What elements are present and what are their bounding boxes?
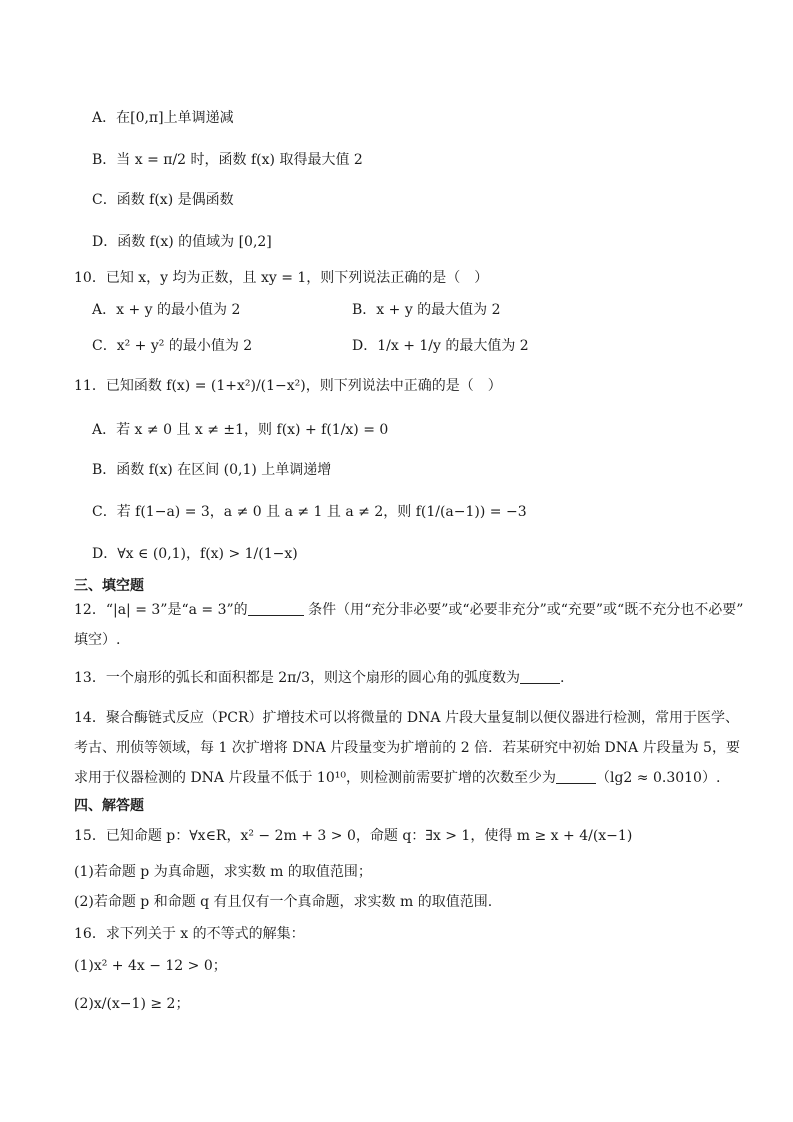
q11-option-b: B．函数 f(x) 在区间 (0,1) 上单调递增 bbox=[92, 462, 332, 478]
q15-stem: 15．已知命题 p：∀x∈R，x² − 2m + 3 > 0，命题 q：∃x > 1，使得 m ≥ x + 4/(x−1) bbox=[74, 828, 633, 844]
q11-option-c: C．若 f(1−a) = 3，a ≠ 0 且 a ≠ 1 且 a ≠ 2，则 f(1/(a−1)) = −3 bbox=[92, 504, 527, 520]
q12-line1 bbox=[74, 600, 743, 620]
q14-line1: 14．聚合酶链式反应（PCR）扩增技术可以将微量的 DNA 片段大量复制以便仪器进行检测，常用于医学、 bbox=[74, 710, 739, 726]
q10-option-b: B．x + y 的最大值为 2 bbox=[352, 302, 501, 318]
q16-part1: (1)x² + 4x − 12 > 0； bbox=[74, 958, 227, 974]
q15-part1: (1)若命题 p 为真命题，求实数 m 的取值范围； bbox=[74, 864, 372, 880]
q10-stem: 10．已知 x，y 均为正数，且 xy = 1，则下列说法正确的是（ ） bbox=[74, 270, 489, 286]
q9-option-c: C．函数 f(x) 是偶函数 bbox=[92, 192, 234, 208]
q15-part2: (2)若命题 p 和命题 q 有且仅有一个真命题，求实数 m 的取值范围. bbox=[74, 894, 493, 910]
q11-option-d: D．∀x ∈ (0,1)，f(x) > 1/(1−x) bbox=[92, 546, 298, 562]
q9-option-a: A．在[0,π]上单调递减 bbox=[92, 110, 234, 126]
q12-answer-blank bbox=[248, 601, 304, 616]
q14-line2: 考古、刑侦等领域，每 1 次扩增将 DNA 片段量变为扩增前的 2 倍．若某研究中初始 DNA 片段量为 5，要 bbox=[74, 740, 740, 756]
q12-line2: 填空）. bbox=[74, 632, 121, 648]
q12-text-a: 12．“|a| = 3”是“a = 3”的 bbox=[74, 602, 248, 618]
question-13 bbox=[74, 668, 564, 688]
q13-answer-blank bbox=[520, 669, 560, 684]
q10-option-a: A．x + y 的最小值为 2 bbox=[92, 302, 241, 318]
section-heading-solutions: 四、解答题 bbox=[74, 798, 144, 814]
q13-text-b: . bbox=[560, 670, 565, 686]
q10-option-d: D．1/x + 1/y 的最大值为 2 bbox=[352, 338, 529, 354]
q12-text-b: 条件（用“充分非必要”或“必要非充分”或“充要”或“既不充分也不必要” bbox=[303, 602, 744, 618]
q11-option-a: A．若 x ≠ 0 且 x ≠ ±1，则 f(x) + f(1/x) = 0 bbox=[92, 422, 389, 438]
q9-option-d: D．函数 f(x) 的值域为 [0,2] bbox=[92, 234, 272, 250]
q14-text-b: （lg2 ≈ 0.3010）. bbox=[595, 770, 721, 786]
q9-option-b: B．当 x = π/2 时，函数 f(x) 取得最大值 2 bbox=[92, 152, 363, 168]
q16-stem: 16．求下列关于 x 的不等式的解集： bbox=[74, 926, 305, 942]
q13-text-a: 13．一个扇形的弧长和面积都是 2π/3，则这个扇形的圆心角的弧度数为 bbox=[74, 670, 520, 686]
q14-line3 bbox=[74, 768, 720, 788]
q16-part2: (2)x/(x−1) ≥ 2； bbox=[74, 996, 190, 1012]
q10-option-c: C．x² + y² 的最小值为 2 bbox=[92, 338, 253, 354]
q14-text-a: 求用于仪器检测的 DNA 片段量不低于 10¹⁰，则检测前需要扩增的次数至少为 bbox=[74, 770, 556, 786]
section-heading-fill-in: 三、填空题 bbox=[74, 578, 144, 594]
q11-stem: 11．已知函数 f(x) = (1+x²)/(1−x²)，则下列说法中正确的是（ ） bbox=[74, 378, 502, 394]
q14-answer-blank bbox=[556, 769, 596, 784]
